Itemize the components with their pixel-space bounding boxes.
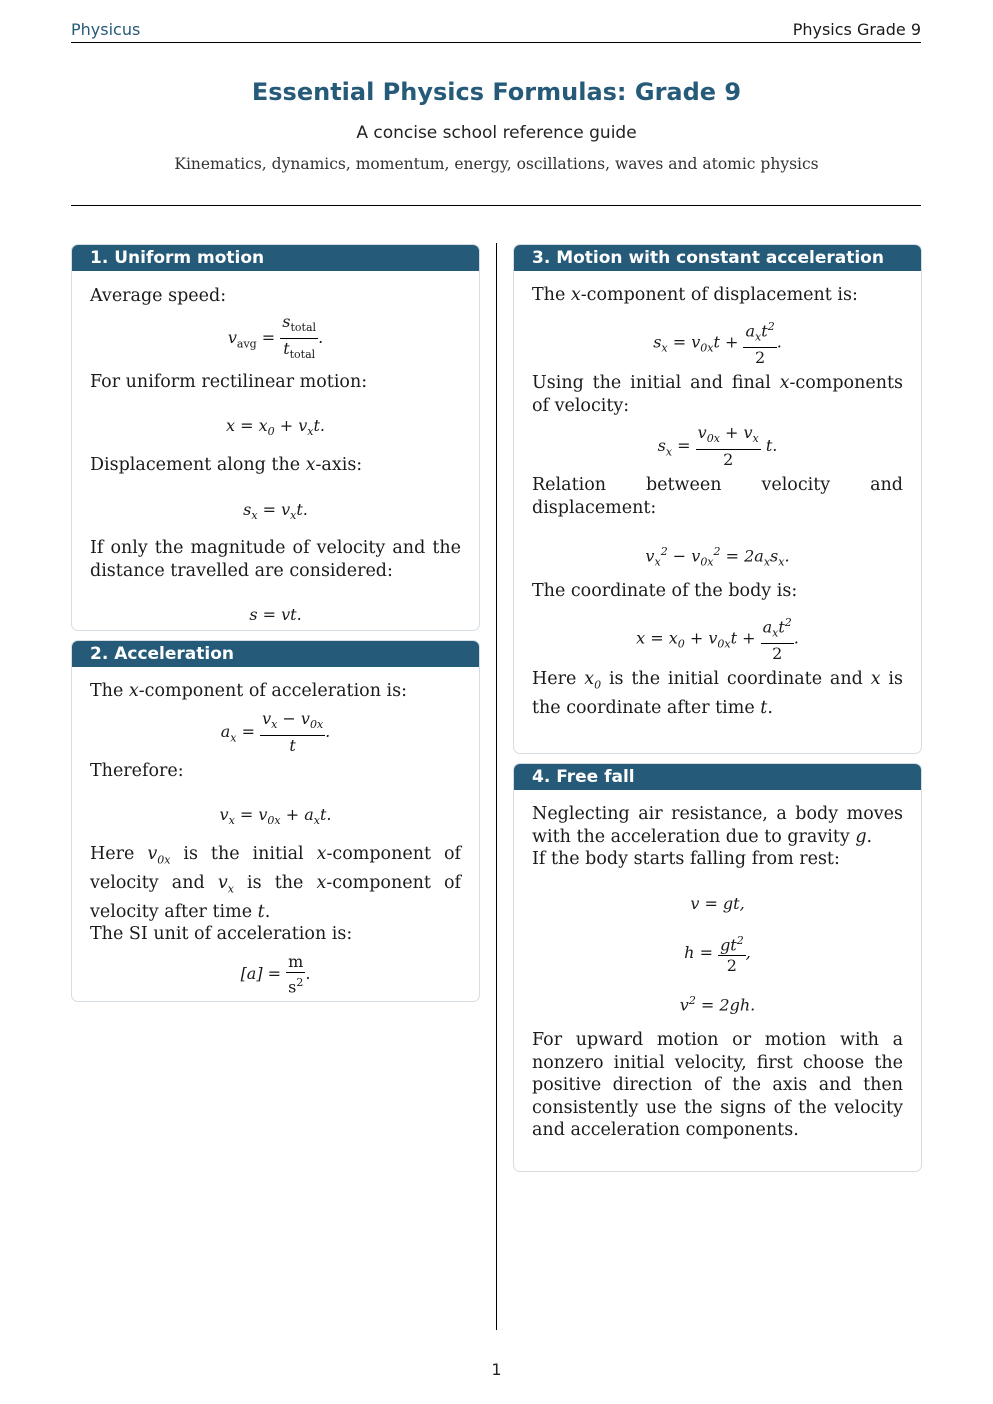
formula-distance: s = vt. <box>249 605 302 625</box>
section-text: Therefore: <box>90 760 184 781</box>
page-number: 1 <box>491 1360 502 1379</box>
column-divider <box>496 243 497 1330</box>
formula-free-fall-velocity: v = gt, <box>690 893 745 913</box>
section-text: Neglecting air resistance, a body moves with the acceleration due to gravity g. <box>532 804 903 847</box>
formula-average-velocity: $s_x$ = $\frac{v_{0x} + v_x}{2}$ t. <box>657 423 778 470</box>
section-acceleration <box>71 640 480 1002</box>
section-text: The SI unit of acceleration is: <box>90 924 353 945</box>
section-text: Here $x_0$ is the initial coordinate and x is the coordinate after time t. <box>532 669 904 719</box>
section-heading: 2. Acceleration <box>72 641 479 667</box>
section-text: For uniform rectilinear motion: <box>90 371 368 392</box>
header-rule <box>71 42 921 43</box>
running-header-right: Physics Grade 9 <box>792 20 921 39</box>
section-uniform-motion <box>71 244 480 631</box>
section-text: If only the magnitude of velocity and the distance travelled are considered: <box>90 538 461 581</box>
formula-velocity: $v_x = v_{0x} + a_xt$. <box>219 805 332 828</box>
formula-uniform-position: $x = x_0 + v_xt$. <box>226 416 325 439</box>
section-text: If the body starts falling from rest: <box>532 849 840 869</box>
topics-line: Kinematics, dynamics, momentum, energy, oscillations, waves and atomic physics <box>174 155 819 173</box>
formula-velocity-displacement: $v_x^2 - v_{0x}^2 = 2a_xs_x$. <box>645 545 790 569</box>
section-heading: 3. Motion with constant acceleration <box>514 245 921 271</box>
section-text: Using the initial and final x-components of velocity: <box>532 373 903 416</box>
section-text: The coordinate of the body is: <box>532 581 798 602</box>
section-text: Relation between velocity and displacement: <box>532 475 903 518</box>
formula-displacement-accel: $s_x = v_{0x}t$ + $\frac{a_xt^2}{2}$ . <box>532 317 903 369</box>
running-header-left: Physicus <box>71 20 141 39</box>
formula-free-fall-velocity-height: $v^2 = 2gh$. <box>679 994 756 1015</box>
section-text: The x-component of displacement is: <box>532 285 858 305</box>
section-heading: 1. Uniform motion <box>72 245 479 271</box>
formula-si-unit: [a] = $\frac{m}{s^2}$ . <box>240 951 311 997</box>
formula-average-speed: $v_{avg}$ = $\frac{s_{total}}{t_{total}}$ . <box>227 311 324 361</box>
formula-coordinate: $x = x_0 + v_{0x}t$ + $\frac{a_xt^2}{2}$ . <box>532 613 903 665</box>
formula-displacement: $s_x = v_xt$. <box>243 499 308 522</box>
document-subtitle: A concise school reference guide <box>356 123 637 143</box>
section-heading: 4. Free fall <box>514 764 921 790</box>
title-rule <box>71 205 921 206</box>
section-free-fall <box>513 763 922 1172</box>
formula-free-fall-height: h = $\frac{gt^2}{2}$ , <box>532 931 903 976</box>
formula-acceleration: $a_x$ = $\frac{v_x - v_{0x}}{t}$ . <box>220 708 331 755</box>
document-title: Essential Physics Formulas: Grade 9 <box>251 78 742 106</box>
section-constant-acceleration <box>513 244 922 754</box>
section-text: Displacement along the x-axis: <box>90 455 363 476</box>
section-text: The x-component of acceleration is: <box>90 681 408 701</box>
section-text: For upward motion or motion with a nonzero initial velocity, first choose the positive direction of the axis and then consistently use the signs of the velocity and acceleration components. <box>532 1030 903 1141</box>
section-text: Here $v_{0x}$ is the initial x-component of velocity and $v_x$ is the x-component of velocity after time t. <box>90 843 461 922</box>
section-text: Average speed: <box>90 286 227 306</box>
